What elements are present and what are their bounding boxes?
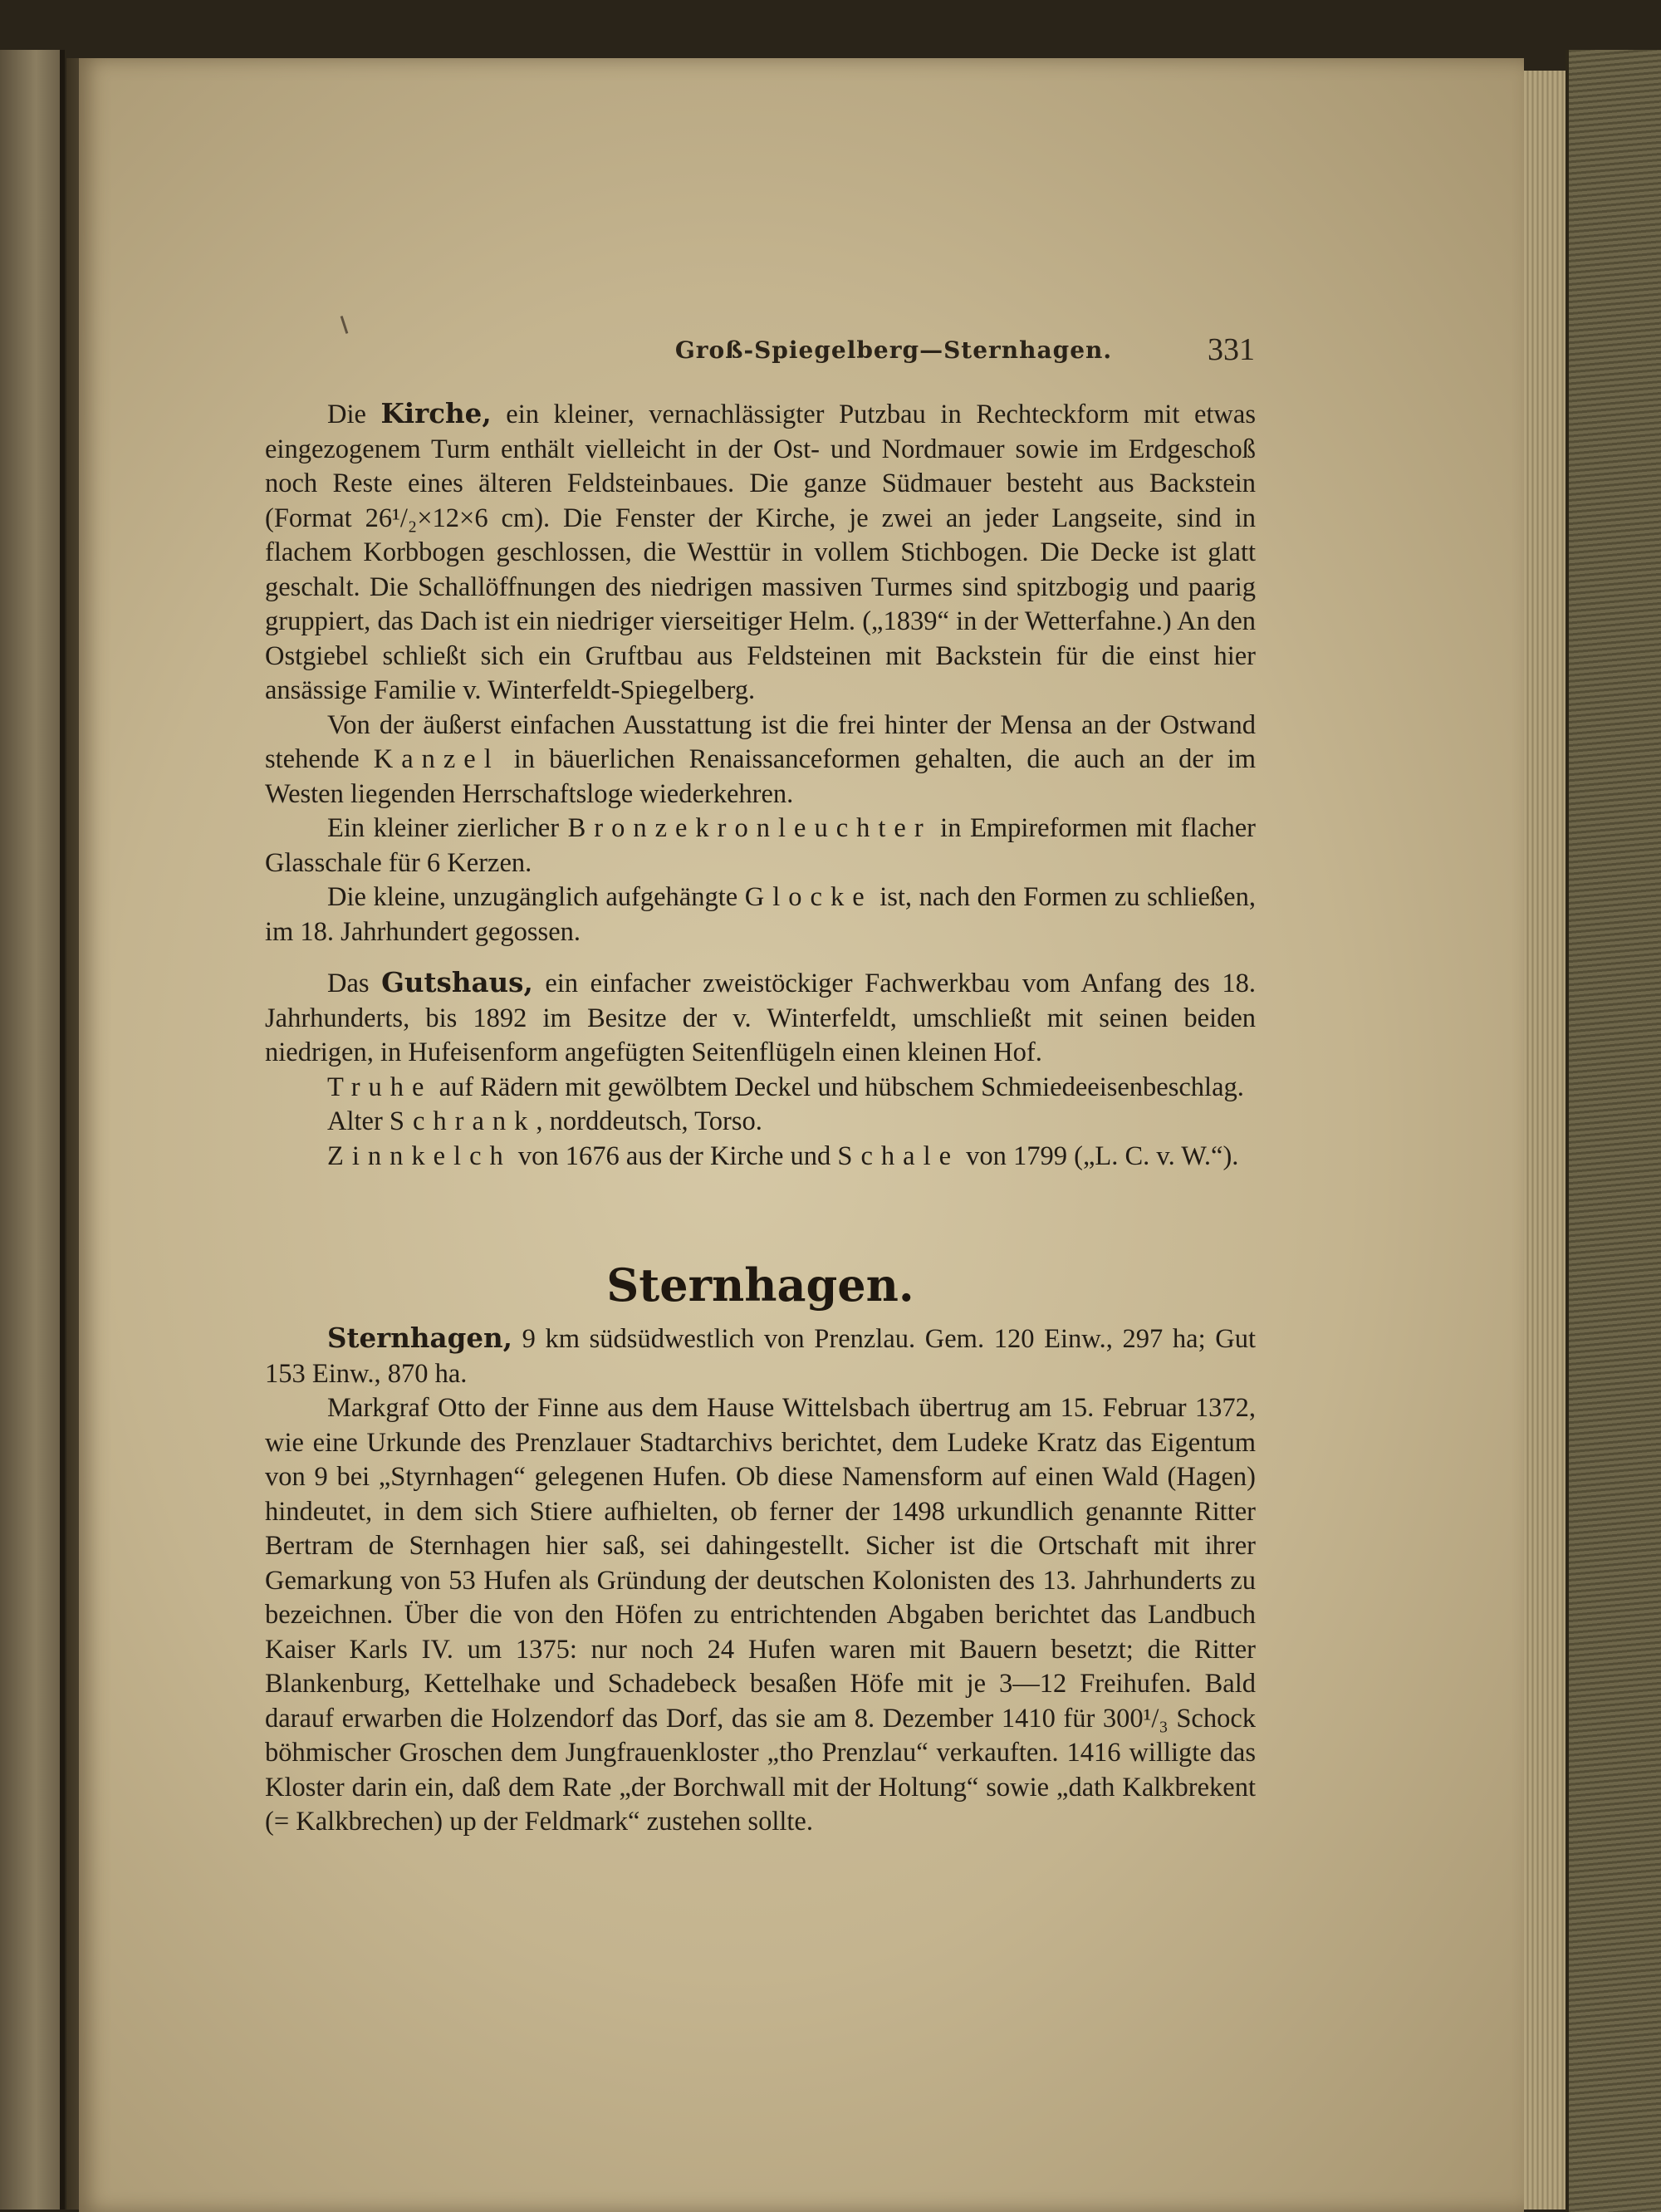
- spaced-term: Schale: [837, 1140, 960, 1171]
- sternhagen-history: [265, 1321, 1256, 1840]
- paragraph: [265, 1321, 1256, 1391]
- text-run: Von der äußerst einfachen Ausstattung ist die frei hinter der Mensa an der Ostwand stehende: [265, 709, 1256, 774]
- paragraph: [265, 396, 1256, 709]
- church-description: [265, 396, 1256, 949]
- text-run: ein kleiner, vernachlässigter Putzbau in Rechteckform mit etwas eingezogenem Turm enthält vielleicht in der Ost- und Nordmauer sowie im Erdgeschoß noch Reste eines älteren Feldsteinbaues. Die ganze Südmauer besteht aus Backstein (Format 26¹/₂×12×6 cm). Die Fenster der Kirche, je zwei an jeder Langseite, sind in flachem Korbbogen geschlossen, die Westtür in vollem Stichbogen. Die Decke ist glatt geschalt. Die Schallöffnungen des niedrigen massiven Turmes sind spitzbogig und paarig gruppiert, das Dach ist ein niedriger vierseitiger Helm. („1839“ in der Wetterfahne.) An den Ostgiebel schließt sich ein Gruftbau aus Feldsteinen mit Backstein für die einst hier ansässige Familie v. Winterfeldt-Spiegelberg.: [265, 400, 1256, 705]
- manor-description: [265, 965, 1256, 1174]
- text-run: 9 km südsüdwestlich von Prenzlau. Gem. 120 Einw., 297 ha; Gut 153 Einw., 870 ha.: [265, 1324, 1256, 1389]
- text-run: von 1799 („L. C. v. W.“).: [959, 1140, 1239, 1171]
- paragraph: [265, 812, 1256, 880]
- text-run: Ein kleiner zierlicher: [327, 813, 568, 843]
- text-run: auf Rädern mit gewölbtem Deckel und hübschem Schmiedeeisenbeschlag.: [432, 1072, 1244, 1102]
- text-run: Markgraf Otto der Finne aus dem Hause Wittelsbach übertrug am 15. Februar 1372, wie eine Urkunde des Prenzlauer Stadtarchivs berichtet, dem Ludeke Kratz das Eigentum von 9 bei „Styrnhagen“ gelegenen Hufen. Ob diese Namensform auf einen Wald (Hagen) hindeutet, in dem sich Stiere aufhielten, ob ferner der 1498 urkundlich genannte Ritter Bertram de Sternhagen hier saß, sei dahingestellt. Sicher ist die Ortschaft mit ihrer Gemarkung von 53 Hufen als Gründung der deutschen Kolonisten des 13. Jahrhunderts zu bezeichnen. Über die von den Höfen zu entrichtenden Abgaben berichtet das Landbuch Kaiser Karls IV. um 1375: nur noch 24 Hufen waren mit Bauern besetzt; die Ritter Blankenburg, Kettelhake und Schadebeck besaßen Höfe mit je 3—12 Freihufen. Bald darauf erwarben die Holzendorf das Dorf, das sie am 8. Dezember 1410 für 300¹/₃ Schock böhmischer Groschen dem Jungfrauenkloster „tho Prenzlau“ verkauften. 1416 willigte das Kloster darin ein, daß dem Rate „der Borchwall mit der Holtung“ sowie „dath Kalkbrekent (= Kalkbrechen) up der Feldmark“ zustehen sollte.: [265, 1393, 1256, 1837]
- text-run: ein einfacher zweistöckiger Fachwerkbau vom Anfang des 18. Jahrhunderts, bis 1892 im Besitze der v. Winterfeldt, umschließt mit seinen beiden niedrigen, in Hufeisenform angefügten Seitenflügeln einen kleinen Hof.: [265, 969, 1257, 1067]
- running-head: Groß-Spiegelberg—Sternhagen.: [674, 336, 1113, 364]
- text-run: Alter: [327, 1106, 390, 1136]
- paragraph: [265, 1105, 1256, 1140]
- spaced-term: Truhe: [327, 1072, 433, 1102]
- text-run: in Empireformen mit flacher Glasschale für 6 Kerzen.: [265, 813, 1256, 878]
- bold-term: Kirche,: [380, 397, 492, 429]
- paragraph: [265, 709, 1256, 812]
- bold-term: Sternhagen,: [327, 1322, 512, 1354]
- spaced-term: Glocke: [744, 882, 873, 912]
- bold-term: Gutshaus,: [381, 966, 533, 998]
- page-header: [603, 332, 1255, 386]
- text-run: Die: [327, 400, 381, 429]
- paragraph: [265, 1071, 1256, 1106]
- spaced-term: Bronzekronleuchter: [567, 813, 932, 843]
- paragraph: [265, 965, 1256, 1071]
- page-number: 331: [1208, 332, 1255, 367]
- page-stack-edges: [1524, 71, 1571, 2210]
- text-run: , norddeutsch, Torso.: [536, 1106, 762, 1136]
- text-run: Das: [327, 969, 382, 998]
- section-title: Sternhagen.: [606, 1258, 914, 1312]
- text-run: von 1676 aus der Kirche und: [511, 1140, 838, 1171]
- facing-page-edge: [0, 50, 65, 2210]
- spaced-term: Schrank: [389, 1106, 537, 1136]
- book-cover-board: [1565, 50, 1661, 2212]
- paragraph: [265, 880, 1256, 949]
- text-run: in bäuerlichen Renaissanceformen gehalten, die auch an der im Westen liegenden Herrschaftsloge wiederkehren.: [265, 744, 1257, 809]
- text-run: Die kleine, unzugänglich aufgehängte: [327, 882, 745, 912]
- paragraph: [265, 1391, 1256, 1840]
- spaced-term: Kanzel: [373, 744, 500, 774]
- paragraph: [265, 1140, 1256, 1175]
- text-run: ist, nach den Formen zu schließen, im 18. Jahrhundert gegossen.: [265, 882, 1256, 947]
- spaced-term: Zinnkelch: [327, 1140, 512, 1171]
